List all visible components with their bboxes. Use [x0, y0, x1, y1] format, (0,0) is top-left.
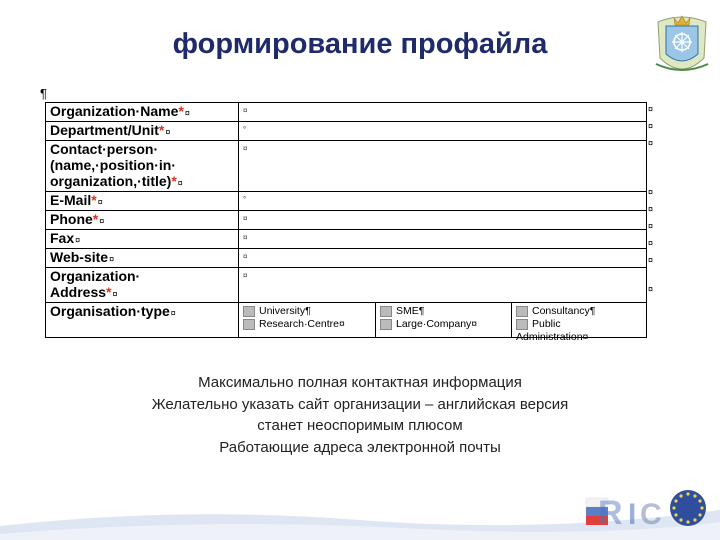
field-label-text: Department/Unit — [50, 122, 159, 138]
form-row-email — [46, 192, 647, 211]
field-label-line: Address — [50, 284, 107, 300]
required-star: * — [106, 284, 112, 300]
note-line: Работающие адреса электронной почты — [219, 438, 501, 456]
field-label-text: Fax — [50, 230, 75, 246]
option-label: Consultancy¶ — [532, 305, 596, 317]
form-row-website — [46, 249, 647, 268]
option-large-company[interactable] — [380, 318, 511, 331]
required-star: * — [91, 192, 97, 208]
cell-end-mark: ¤ — [99, 216, 105, 226]
slide-title: формирование профайла — [172, 28, 548, 60]
option-label-continuation — [516, 331, 638, 344]
svg-text:R: R — [598, 494, 623, 530]
field-label-text: Organisation·type — [50, 303, 170, 319]
fax-field[interactable]: ¤ — [239, 230, 647, 249]
form-row-contact-person — [46, 141, 647, 192]
department-field[interactable]: ° — [239, 122, 647, 141]
option-public-administration[interactable] — [516, 318, 638, 331]
checkbox[interactable] — [380, 319, 392, 330]
field-label-text: Web-site — [50, 249, 109, 265]
cell-end-mark: ¤ — [170, 308, 176, 318]
checkbox[interactable] — [516, 306, 528, 317]
paragraph-mark: ¶ — [40, 86, 47, 101]
rics-logo-icon — [584, 484, 710, 530]
cell-end-mark: ¤ — [165, 127, 171, 137]
form-row-department — [46, 122, 647, 141]
row-end-mark: ¤ — [648, 255, 654, 265]
organization-name-field[interactable]: ¤ — [239, 103, 647, 122]
required-star: * — [171, 173, 177, 189]
field-label-line: Contact·person· — [50, 141, 159, 157]
note-line: Максимально полная контактная информация — [198, 374, 522, 391]
option-university[interactable] — [243, 305, 375, 318]
form-row-organization-name — [46, 103, 647, 122]
checkbox[interactable] — [380, 306, 392, 317]
row-end-mark: ¤ — [648, 221, 654, 231]
row-end-mark: ¤ — [648, 138, 654, 148]
row-end-mark: ¤ — [648, 104, 654, 114]
type-column — [511, 303, 638, 343]
option-label: Public — [532, 318, 561, 330]
required-star: * — [92, 211, 99, 227]
option-label: Large·Company¤ — [396, 318, 478, 330]
cell-end-mark: ¤ — [184, 108, 190, 118]
option-research-centre[interactable] — [243, 318, 375, 331]
form-row-organisation-type — [46, 303, 647, 338]
option-label: SME¶ — [396, 305, 425, 317]
option-label: Research·Centre¤ — [259, 318, 345, 330]
form-row-organization-address — [46, 268, 647, 303]
field-label — [46, 268, 239, 303]
field-label-text: Organization·Name — [50, 103, 179, 119]
svg-text:I: I — [628, 498, 637, 530]
field-label — [46, 122, 239, 141]
field-label-line: (name,·position·in· — [50, 157, 176, 173]
note-line: станет неоспоримым плюсом — [257, 417, 463, 434]
option-label: Administration¤ — [516, 331, 589, 343]
cell-end-mark: ¤ — [112, 289, 118, 299]
field-label — [46, 211, 239, 230]
row-end-mark: ¤ — [648, 284, 654, 294]
field-label — [46, 303, 239, 338]
field-label-text: E-Mail — [50, 192, 92, 208]
type-column — [375, 303, 511, 337]
organisation-type-columns — [239, 303, 646, 343]
organization-address-field[interactable]: ¤ — [239, 268, 647, 303]
type-column — [239, 303, 375, 337]
phone-field[interactable]: ¤ — [239, 211, 647, 230]
row-end-mark: ¤ — [648, 187, 654, 197]
form-row-fax — [46, 230, 647, 249]
required-star: * — [178, 103, 184, 119]
email-field[interactable]: ° — [239, 192, 647, 211]
option-label: University¶ — [259, 305, 311, 317]
note-line: Желательно указать сайт организации – английская версия — [151, 395, 569, 413]
form-row-phone — [46, 211, 647, 230]
field-label-line: organization,·title) — [50, 173, 172, 189]
cell-end-mark: ¤ — [177, 178, 183, 188]
required-star: * — [158, 122, 165, 138]
website-field[interactable]: ¤ — [239, 249, 647, 268]
cell-end-mark: ¤ — [75, 235, 81, 245]
cell-end-mark: ¤ — [97, 197, 103, 207]
field-label-text: Phone — [50, 211, 93, 227]
field-label — [46, 141, 239, 192]
svg-text:C: C — [640, 498, 662, 530]
cell-end-mark: ¤ — [109, 254, 115, 264]
checkbox[interactable] — [516, 319, 528, 330]
option-sme[interactable] — [380, 305, 511, 318]
field-label — [46, 192, 239, 211]
checkbox[interactable] — [243, 319, 255, 330]
contact-person-field[interactable]: ¤ — [239, 141, 647, 192]
option-consultancy[interactable] — [516, 305, 638, 318]
organization-form-table — [45, 102, 647, 343]
checkbox[interactable] — [243, 306, 255, 317]
field-label — [46, 103, 239, 122]
coat-of-arms-icon — [652, 14, 712, 80]
organisation-type-options — [239, 303, 647, 343]
field-label — [46, 249, 239, 268]
row-end-mark: ¤ — [648, 238, 654, 248]
row-end-mark: ¤ — [648, 204, 654, 214]
field-label — [46, 230, 239, 249]
field-label-line: Organization· — [50, 268, 141, 284]
notes-text — [80, 372, 640, 458]
row-end-mark: ¤ — [648, 121, 654, 131]
